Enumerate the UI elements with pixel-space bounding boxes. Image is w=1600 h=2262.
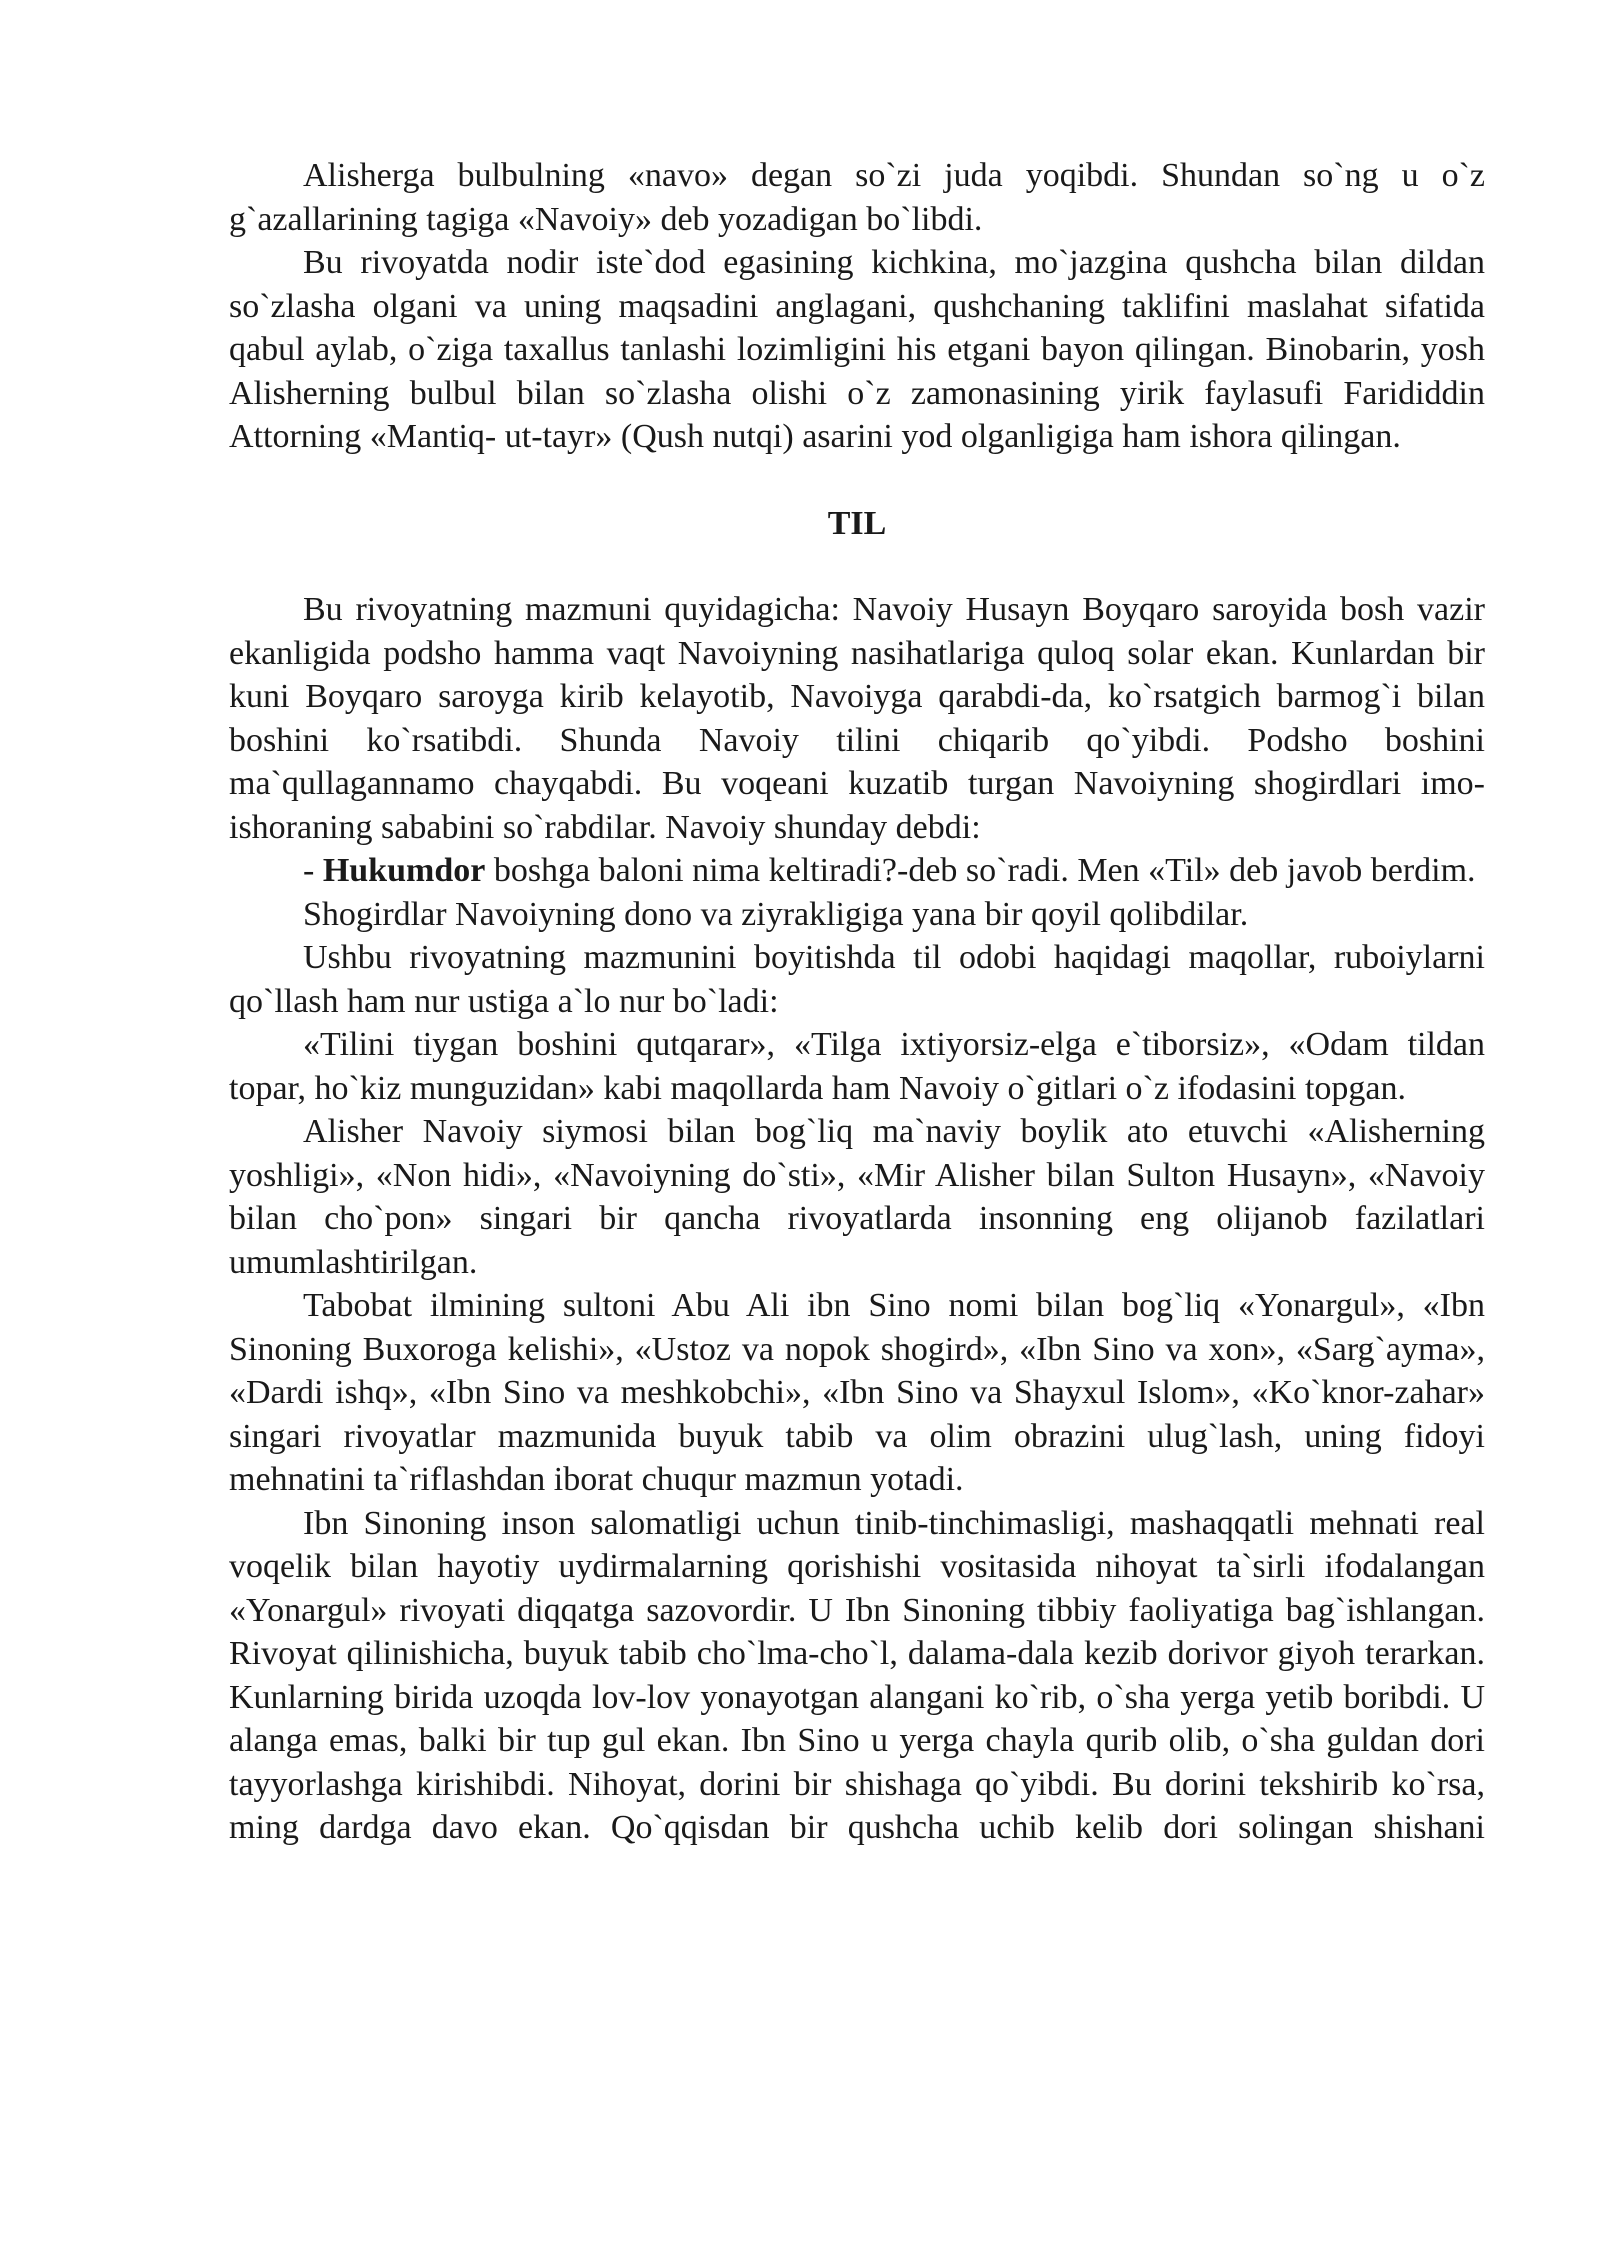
paragraph: Alisher Navoiy siymosi bilan bog`liq ma`naviy boylik ato etuvchi «Alisherning yoshligi», «Non hidi», «Navoiyning do`sti», «Mir Alisher bilan Sulton Husayn», «Navoiy bilan cho`pon» singari bir qancha rivoyatlarda insonning eng olijanob fazilatlari umumlashtirilgan. [229,1113,1485,1281]
bold-word: Hukumdor [322,852,486,889]
paragraph: «Tilini tiygan boshini qutqarar», «Tilga ixtiyorsiz-elga e`tiborsiz», «Odam tildan topar, ho`kiz munguzidan» kabi maqollarda ham Navoiy o`gitlari o`z ifodasini topgan. [229,1026,1485,1107]
dialogue-text: boshga baloni nima keltiradi?-deb so`radi. Men «Til» deb javob berdim. [485,852,1476,889]
paragraph: Ushbu rivoyatning mazmunini boyitishda til odobi haqidagi maqollar, ruboiylarni qo`llash ham nur ustiga a`lo nur bo`ladi: [229,939,1485,1020]
paragraph: Bu rivoyatning mazmuni quyidagicha: Navoiy Husayn Boyqaro saroyida bosh vazir ekanligida podsho hamma vaqt Navoiyning nasihatlariga quloq solar ekan. Kunlardan bir kuni Boyqaro saroyga kirib kelayotib, Navoiyga qarabdi-da, ko`rsatgich barmog`i bilan boshini ko`rsatibdi. Shunda Navoiy tilini chiqarib qo`yibdi. Podsho boshini ma`qullagannamo chayqabdi. Bu voqeani kuzatib turgan Navoiyning shogirdlari imo-ishoraning sababini so`rabdilar. Navoiy shunday debdi: [229,591,1485,846]
section-heading: TIL [827,504,887,542]
document-page [229,154,1485,1850]
dialogue-dash: - [303,852,323,889]
paragraph: Bu rivoyatda nodir iste`dod egasining kichkina, mo`jazgina qushcha bilan dildan so`zlasha olgani va uning maqsadini anglagani, qushchaning taklifini maslahat sifatida qabul aylab, o`ziga taxallus tanlashi lozimligini his etgani bayon qilingan. Binobarin, yosh Alisherning bulbul bilan so`zlasha olishi o`z zamonasining yirik faylasufi Farididdin Attorning «Mantiq- ut-tayr» (Qush nutqi) asarini yod olganligiga ham ishora qilingan. [229,244,1485,455]
paragraph: Alisherga bulbulning «navo» degan so`zi juda yoqibdi. Shundan so`ng u o`z g`azallarining tagiga «Navoiy» deb yozadigan bo`libdi. [229,157,1485,238]
paragraph: Tabobat ilmining sultoni Abu Ali ibn Sino nomi bilan bog`liq «Yonargul», «Ibn Sinoning Buxoroga kelishi», «Ustoz va nopok shogird», «Ibn Sino va xon», «Sarg`ayma», «Dardi ishq», «Ibn Sino va meshkobchi», «Ibn Sino va Shayxul Islom», «Ko`knor-zahar» singari rivoyatlar mazmunida buyuk tabib va olim obrazini ulug`lash, uning fidoyi mehnatini ta`riflashdan iborat chuqur mazmun yotadi. [229,1287,1485,1498]
paragraph: Shogirdlar Navoiyning dono va ziyrakligiga yana bir qoyil qolibdilar. [303,895,1249,933]
paragraph: Ibn Sinoning inson salomatligi uchun tinib-tinchimasligi, mashaqqatli mehnati real voqelik bilan hayotiy uydirmalarning qorishishi vositasida nihoyat ta`sirli ifodalangan «Yonargul» rivoyati diqqatga sazovordir. U Ibn Sinoning tibbiy faoliyatiga bag`ishlangan. Rivoyat qilinishicha, buyuk tabib cho`lma-cho`l, dalama-dala kezib dorivor giyoh terarkan. Kunlarning birida uzoqda lov-lov yonayotgan alangani ko`rib, o`sha yerga yetib boribdi. U alanga emas, balki bir tup gul ekan. Ibn Sino u yerga chayla qurib olib, o`sha guldan dori tayyorlashga kirishibdi. Nihoyat, dorini bir shishaga qo`yibdi. Bu dorini tekshirib ko`rsa, ming dardga davo ekan. Qo`qqisdan bir qushcha uchib kelib dori solingan shishani [229,1504,1485,1846]
dialogue-paragraph [229,849,1485,893]
